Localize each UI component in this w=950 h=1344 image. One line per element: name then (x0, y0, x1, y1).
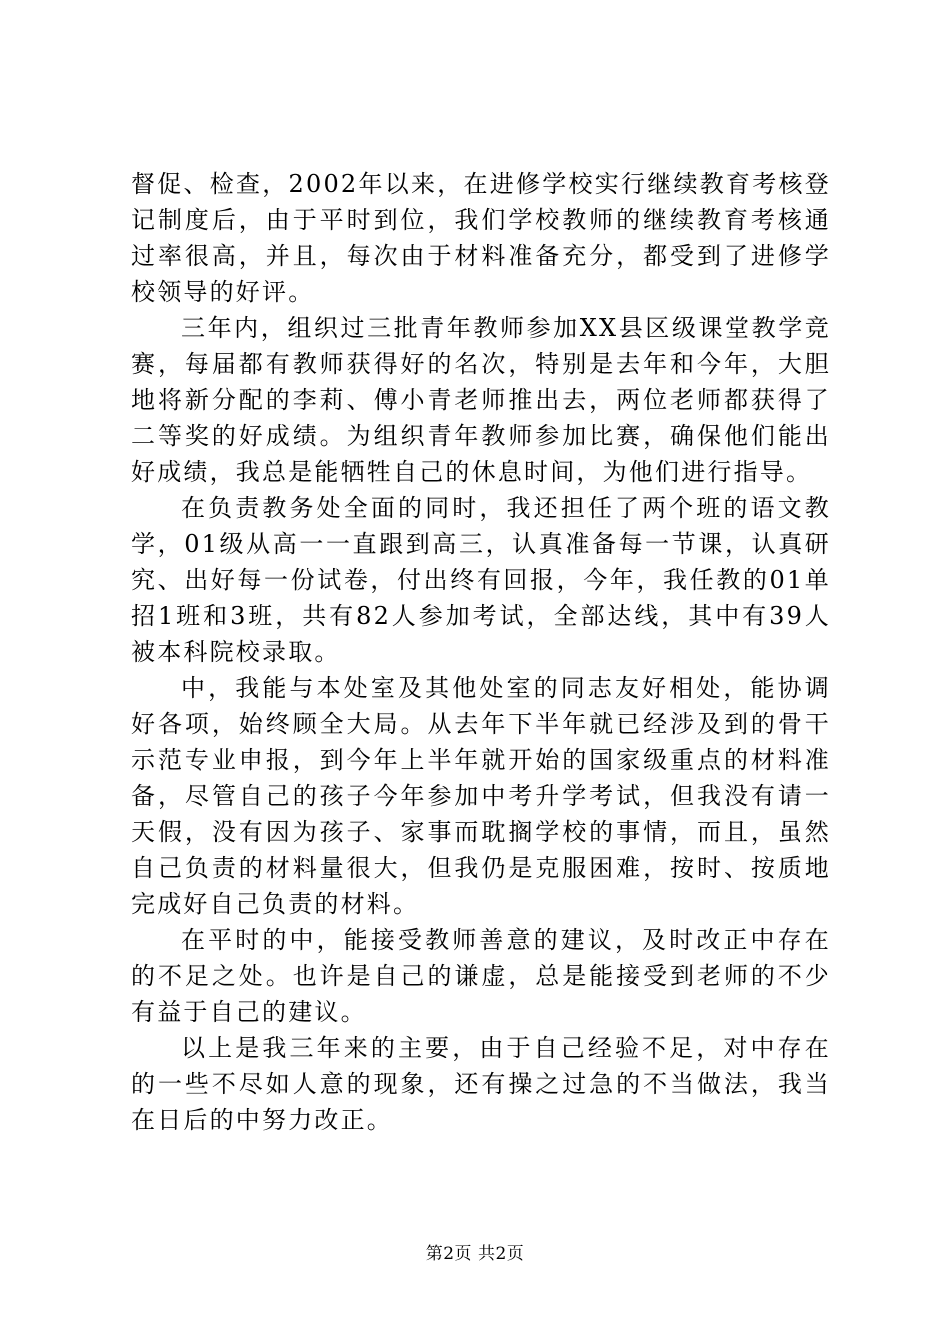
paragraph-4: 中，我能与本处室及其他处室的同志友好相处，能协调好各项，始终顾全大局。从去年下半年就已经涉及到的骨干示范专业申报，到今年上半年就开始的国家级重点的材料准备，尽管自己的孩子今年参加中考升学考试，但我没有请一天假，没有因为孩子、家事而耽搁学校的事情，而且，虽然自己负责的材料量很大，但我仍是克服困难，按时、按质地完成好自己负责的材料。 (131, 674, 831, 918)
paragraph-3: 在负责教务处全面的同时，我还担任了两个班的语文教学，01级从高一一直跟到高三，认真准备每一节课，认真研究、出好每一份试卷，付出终有回报，今年，我任教的01单招1班和3班，共有82人参加考试，全部达线，其中有39人被本科院校录取。 (131, 494, 831, 666)
document-body (131, 166, 831, 1138)
paragraph-2: 三年内，组织过三批青年教师参加XX县区级课堂教学竞赛，每届都有教师获得好的名次，特别是去年和今年，大胆地将新分配的李莉、傅小青老师推出去，两位老师都获得了二等奖的好成绩。为组织青年教师参加比赛，确保他们能出好成绩，我总是能牺牲自己的休息时间，为他们进行指导。 (131, 314, 831, 486)
paragraph-5: 在平时的中，能接受教师善意的建议，及时改正中存在的不足之处。也许是自己的谦虚，总是能接受到老师的不少有益于自己的建议。 (131, 926, 831, 1026)
paragraph-1: 督促、检查，2002年以来，在进修学校实行继续教育考核登记制度后，由于平时到位，我们学校教师的继续教育考核通过率很高，并且，每次由于材料准备充分，都受到了进修学校领导的好评。 (131, 170, 831, 306)
paragraph-6: 以上是我三年来的主要，由于自己经验不足，对中存在的一些不尽如人意的现象，还有操之过急的不当做法，我当在日后的中努力改正。 (131, 1034, 831, 1134)
page-number-footer: 第2页 共2页 (425, 1244, 525, 1264)
